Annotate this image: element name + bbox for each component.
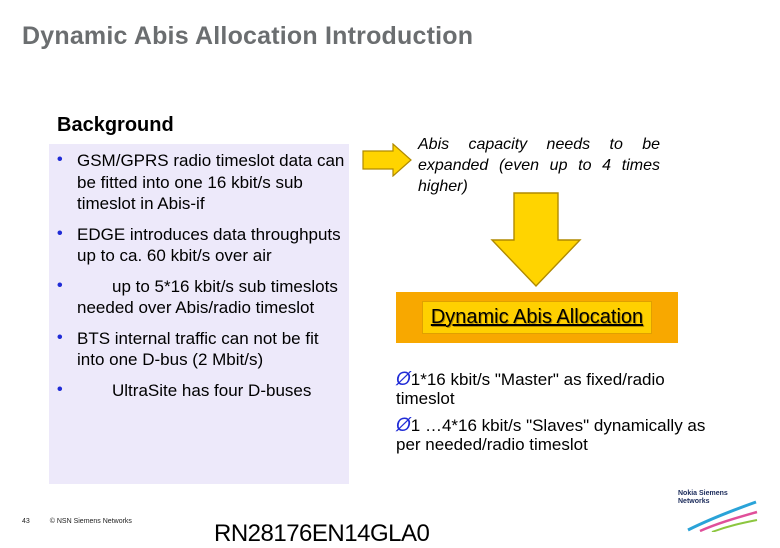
bullet-item-2 [57, 224, 347, 267]
arrow-bullet-icon: Ø [396, 369, 411, 390]
footer-info [22, 518, 132, 525]
right-arrow-icon [362, 143, 412, 177]
copyright-notice: © NSN Siemens Networks [49, 518, 132, 525]
abis-capacity-note: Abis capacity needs to be expanded (even up to 4 times higher) [418, 136, 660, 195]
bullet-item-4 [57, 328, 347, 371]
bullet-dot-icon: • [57, 224, 63, 242]
bullet-item-1 [57, 150, 347, 215]
nokia-siemens-logo [678, 490, 758, 532]
dynamic-abis-allocation-label: Dynamic Abis Allocation [422, 301, 652, 334]
bullet-text: GSM/GPRS radio timeslot data can be fitted into one 16 kbit/s sub timeslot in Abis-if [77, 151, 345, 213]
detail-text: 1*16 kbit/s "Master" as fixed/radio timeslot [396, 370, 665, 408]
slide-title: Dynamic Abis Allocation Introduction [22, 22, 474, 50]
bullet-item-5 [57, 380, 347, 402]
bullet-dot-icon: • [57, 151, 63, 168]
bullet-text: EDGE introduces data throughputs up to ca. 60 kbit/s over air [77, 224, 341, 265]
bullet-dot-icon: • [57, 380, 63, 398]
detail-item-slaves [396, 416, 726, 454]
bullet-text: UltraSite has four D-buses [112, 380, 312, 400]
background-heading: Background [57, 114, 174, 136]
page-number: 43 [22, 518, 30, 525]
arrow-bullet-icon: Ø [396, 415, 411, 436]
document-code: RN28176EN14GLA0 [214, 520, 430, 547]
allocation-detail-list [396, 370, 726, 462]
bullet-dot-icon: • [57, 328, 63, 346]
down-arrow-icon [490, 192, 582, 288]
bullet-item-3 [57, 276, 347, 319]
bullet-text: up to 5*16 kbit/s sub timeslots needed over Abis/radio timeslot [77, 276, 338, 317]
logo-line-1: Nokia Siemens [678, 490, 728, 497]
dynamic-abis-allocation-box [396, 292, 678, 343]
bullet-dot-icon: • [57, 276, 63, 294]
bullet-text: BTS internal traffic can not be fit into one D-bus (2 Mbit/s) [77, 328, 319, 369]
detail-text: 1 …4*16 kbit/s "Slaves" dynamically as per needed/radio timeslot [396, 416, 706, 454]
logo-line-2: Networks [678, 498, 710, 505]
background-bullet-list [57, 150, 347, 410]
detail-item-master [396, 370, 726, 408]
